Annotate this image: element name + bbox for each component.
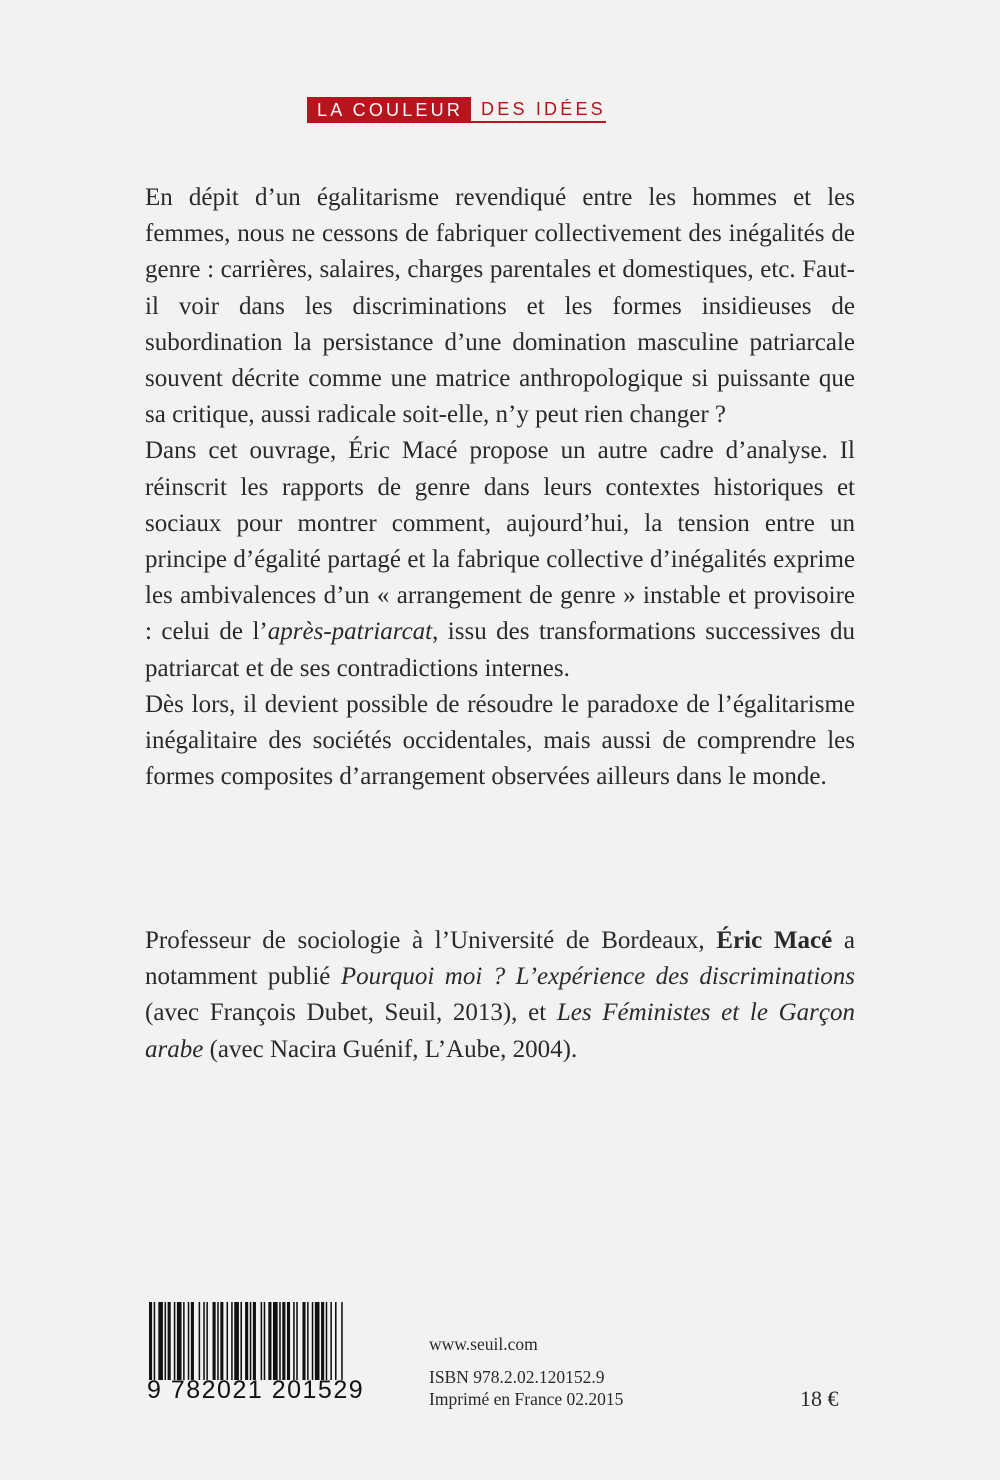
price: 18 € <box>800 1386 839 1411</box>
blurb-paragraph-1: En dépit d’un égalitarisme revendiqué entre les hommes et les femmes, nous ne cessons de fabriquer collectivement des inégalités de genre : carrières, salaires, charges parentales et domestiques, etc. Faut-il voir dans les discriminations et les formes insidieuses de subordination la persistance d’une domination masculine patriarcale souvent décrite comme une matrice anthropologique si puissante que sa critique, aussi radicale soit-elle, n’y peut rien changer ? <box>145 184 855 429</box>
isbn-barcode <box>147 1302 407 1410</box>
book-title-1: Pourquoi moi ? L’expérience des discriminations <box>340 963 855 991</box>
author-bio-paragraph: Professeur de sociologie à l’Université de Bordeaux, Éric Macé a notamment publié Pourquoi moi ? L’expérience des discriminations (avec François Dubet, Seuil, 2013), et Les Féministes et le Garçon arabe (avec Nacira Guénif, L’Aube, 2004). <box>145 927 855 1063</box>
print-info: Imprimé en France 02.2015 <box>429 1389 624 1409</box>
book-title-2: Les Féministes et le Garçon arabe <box>145 999 855 1063</box>
blurb-paragraph-2: Dans cet ouvrage, Éric Macé propose un autre cadre d’analyse. Il réinscrit les rapports de genre dans leurs contextes historiques et sociaux pour montrer comment, aujourd’hui, la tension entre un principe d’égalité partagé et la fabrique collective d’inégalités exprime les ambivalences d’un « arrangement de genre » instable et provisoire : celui de l’après-patriarcat, issu des transformations successives du patriarcat et de ses contradictions internes. <box>145 437 855 682</box>
barcode-bars <box>147 1302 407 1380</box>
blurb-paragraph-3: Dès lors, il devient possible de résoudre le paradoxe de l’égalitarisme inégalitaire des sociétés occidentales, mais aussi de comprendre les formes composites d’arrangement observées ailleurs dans le monde. <box>145 690 855 791</box>
series-name-highlight: LA COULEUR <box>307 97 471 123</box>
back-cover-blurb <box>145 180 855 795</box>
series-name-rest: DES IDÉES <box>471 97 606 123</box>
isbn-number: ISBN 978.2.02.120152.9 <box>429 1367 605 1387</box>
emphasis-apres-patriarcat: après-patriarcat <box>267 618 433 646</box>
author-bio <box>145 923 855 1068</box>
author-name: Éric Macé <box>716 927 833 954</box>
publisher-website: www.seuil.com <box>429 1334 538 1354</box>
barcode-digits: 9 782021 201529 <box>147 1376 365 1404</box>
series-logo <box>307 97 606 123</box>
